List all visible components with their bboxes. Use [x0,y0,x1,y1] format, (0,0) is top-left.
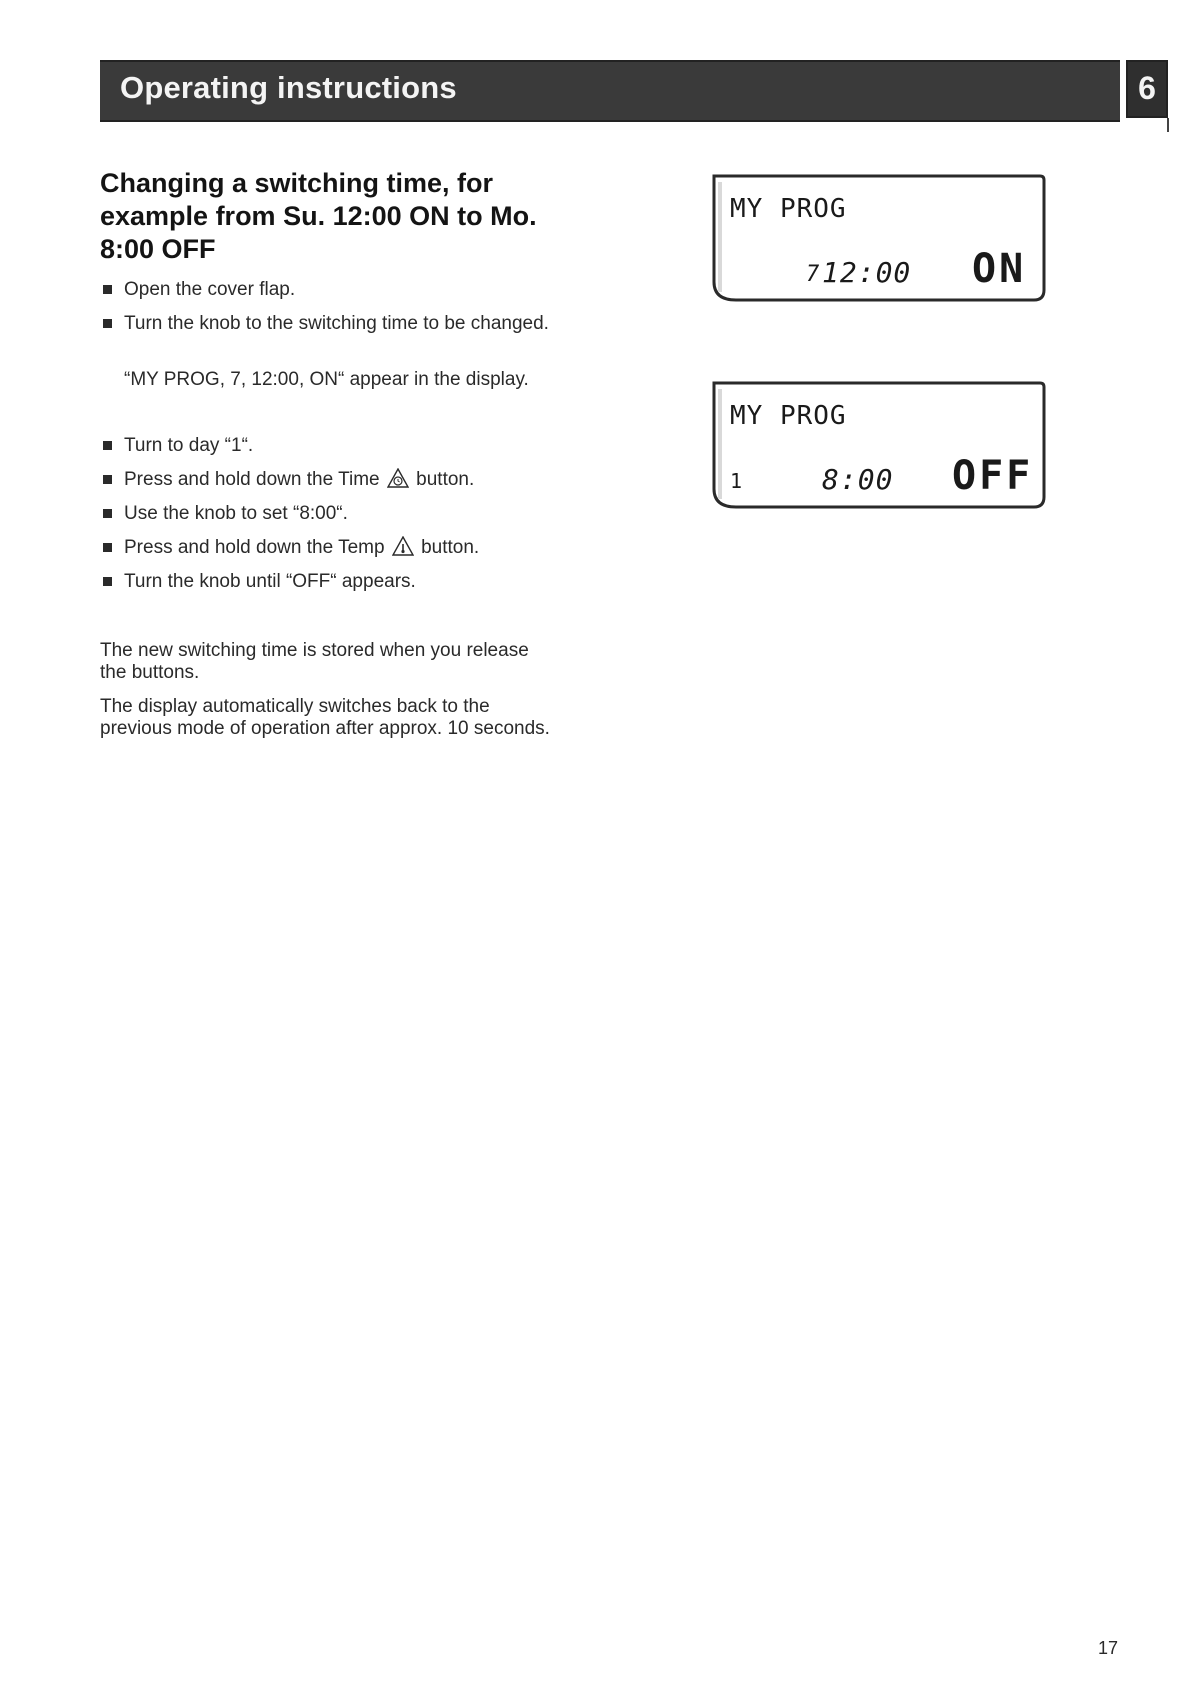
step-text: Press and hold down the Time [124,469,380,490]
step-text: Open the cover flap. [124,279,296,300]
step-item [100,434,560,457]
step-item [100,278,560,301]
step-text: Turn to day “1“. [124,435,254,456]
time-button-icon [387,468,409,494]
step-item [100,312,560,335]
step-item [100,570,560,593]
chapter-rule [1167,118,1169,132]
temp-button-icon [392,536,414,562]
lcd-time: 12:00 [822,256,912,289]
step-item [100,536,560,562]
lcd-display-off [706,379,1048,511]
step-note: “MY PROG, 7, 12:00, ON“ appear in the display. [124,369,529,390]
lcd-day: 7 [806,262,820,287]
bullet-icon [103,319,112,328]
header-title: Operating instructions [120,70,457,105]
page-number: 17 [1098,1638,1119,1658]
chapter-tab [1126,60,1168,118]
lcd-state: OFF [952,453,1034,499]
step-text: Turn the knob until “OFF“ appears. [124,571,416,592]
lcd-state: ON [972,246,1027,292]
step-item [100,502,560,525]
paragraph: The display automatically switches back to the previous mode of operation after approx. 10 seconds. [100,696,550,739]
bullet-icon [103,577,112,586]
bullet-icon [103,509,112,518]
bullet-icon [103,543,112,552]
step-text: button. [416,469,475,490]
lcd-time: 8:00 [822,463,894,496]
paragraph: The new switching time is stored when you release the buttons. [100,640,529,683]
lcd-title: MY PROG [730,401,847,431]
step-item [100,468,560,494]
section-header-bar [100,60,1120,122]
bullet-icon [103,441,112,450]
lcd-display-on [706,172,1048,304]
step-text: Turn the knob to the switching time to be changed. [124,313,549,334]
step-text: Press and hold down the Temp [124,537,385,558]
step-text: Use the knob to set “8:00“. [124,503,348,524]
lcd-title: MY PROG [730,194,847,224]
step-text: button. [421,537,480,558]
bullet-icon [103,285,112,294]
chapter-number: 6 [1138,70,1156,106]
bullet-icon [103,475,112,484]
lcd-day: 1 [730,469,743,493]
section-title: Changing a switching time, for example from Su. 12:00 ON to Mo. 8:00 OFF [100,168,537,264]
